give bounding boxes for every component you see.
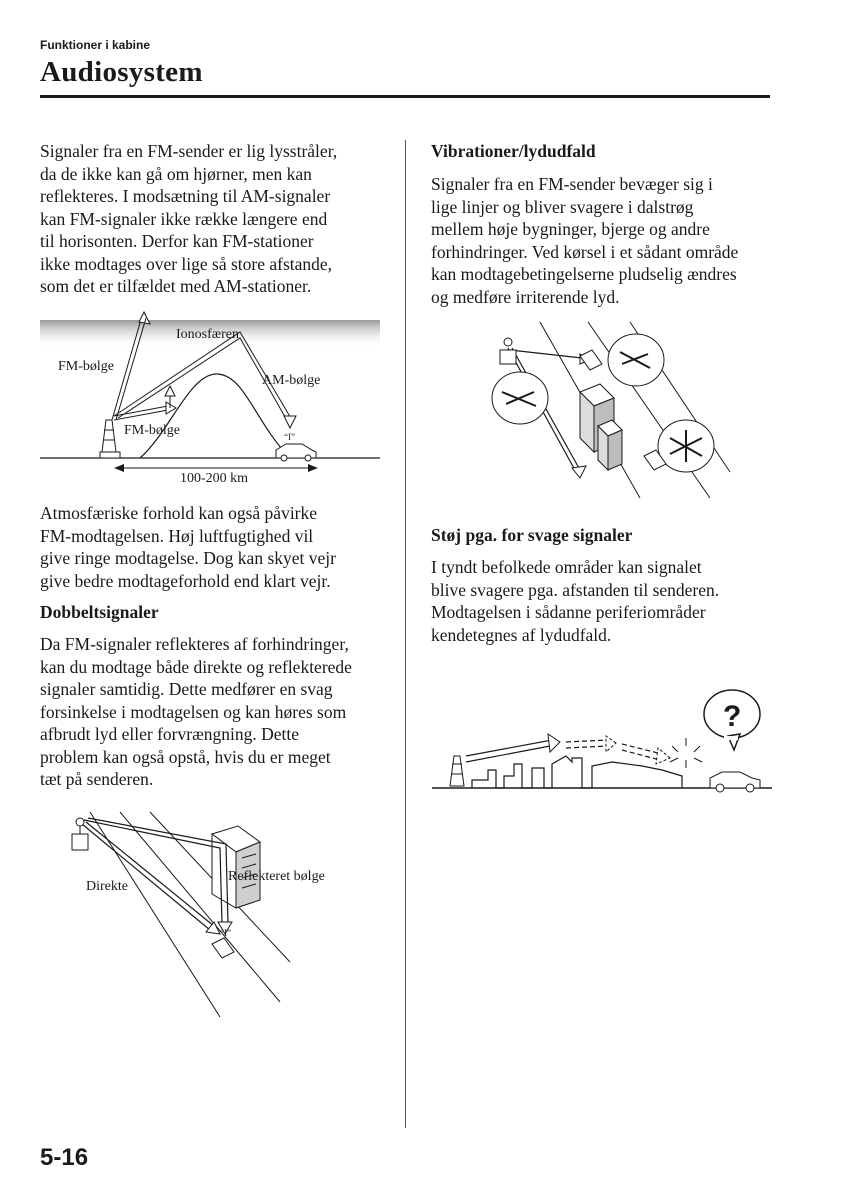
label-am-wave: AM-bølge — [262, 373, 321, 388]
heading-double-signals: Dobbeltsignaler — [40, 602, 159, 622]
label-fm-wave-low: FM-bølge — [124, 423, 180, 438]
skyline-outline — [472, 756, 682, 788]
column-divider — [405, 140, 406, 1128]
label-reflected: Reflekteret bølge — [228, 869, 325, 884]
section-label: Funktioner i kabine — [40, 38, 151, 52]
page-title: Audiosystem — [40, 56, 203, 88]
building-icon — [212, 826, 260, 908]
svg-text:“I”: “I” — [284, 432, 295, 442]
label-fm-wave-top: FM-bølge — [58, 359, 114, 374]
weak-signal-paragraph: I tyndt befolkede områder kan signalet blive svagere pga. afstanden til senderen. Modtagelsen i sådanne periferiområder kendetegnes af lydudfald. — [431, 557, 720, 645]
car-icon — [580, 350, 602, 370]
direct-signal-arrow — [82, 824, 210, 930]
canyon-figure — [480, 322, 730, 502]
label-ionosphere: Ionosfæren — [176, 327, 239, 342]
car-icon — [276, 432, 316, 461]
transmitter-tower-icon — [450, 756, 464, 786]
atmosphere-paragraph: Atmosfæriske forhold kan også påvirke FM-modtagelsen. Høj luftfugtighed vil give ringe modtagelse. Dog kan skyet vejr give bedre modtageforhold end klart vejr. — [40, 503, 336, 591]
fringe-area-figure — [432, 686, 772, 796]
page-number: 5-16 — [40, 1144, 89, 1171]
transmitter-tower-icon — [100, 420, 120, 458]
question-bubble-icon — [704, 690, 760, 750]
signal-arrow-right — [510, 350, 582, 358]
reflection-figure — [60, 812, 325, 1022]
weak-signal-arrow — [566, 740, 608, 742]
signal-dropout-burst-icon — [670, 738, 702, 768]
car-icon — [710, 772, 760, 792]
transmitter-tower-icon — [72, 818, 88, 850]
noise-bubble-icon — [608, 334, 664, 386]
noise-bubble-icon — [492, 372, 548, 424]
am-wave-arrowhead — [284, 416, 296, 428]
buildings-icon — [580, 384, 622, 470]
transmitter-tower-icon — [500, 338, 516, 364]
fm-wave-low-arrowhead — [166, 402, 176, 414]
svg-text:“I”: “I” — [220, 928, 231, 938]
intro-paragraph: Signaler fra en FM-sender er lig lysstråler, da de ikke kan gå om hjørner, men kan reflekteres. I modsætning til AM-signaler kan FM-signaler ikke række længere end til horisonten. Derfor kan FM-stationer ikke modtages over lige så store afstande, som det er tilfældet med AM-stationer. — [40, 141, 338, 296]
title-rule — [40, 95, 770, 98]
vibrations-paragraph: Signaler fra en FM-sender bevæger sig i lige linjer og bliver svagere i dalstrøg mellem høje bygninger, bjerge og andre forhindringer. Ved kørsel i et sådant område kan modtagebetingelserne pludselig ændres og medføre irriterende lyd. — [431, 174, 739, 307]
label-direct: Direkte — [86, 879, 128, 894]
label-distance: 100-200 km — [180, 471, 249, 486]
question-mark: ? — [723, 700, 742, 733]
fading-signal-arrow — [622, 744, 662, 754]
heading-weak-signal-noise: Støj pga. for svage signaler — [431, 525, 633, 545]
heading-vibrations: Vibrationer/lydudfald — [431, 141, 596, 161]
fm-am-propagation-figure — [40, 312, 385, 492]
double-signals-paragraph: Da FM-signaler reflekteres af forhindringer, kan du modtage både direkte og reflekterede signaler samtidig. Dette medfører en svag forsinkelse i modtagelsen og kan høres som afbrudt lyd eller forvrængning. Dette problem kan også opstå, hvis du er meget tæt på senderen. — [40, 634, 352, 789]
